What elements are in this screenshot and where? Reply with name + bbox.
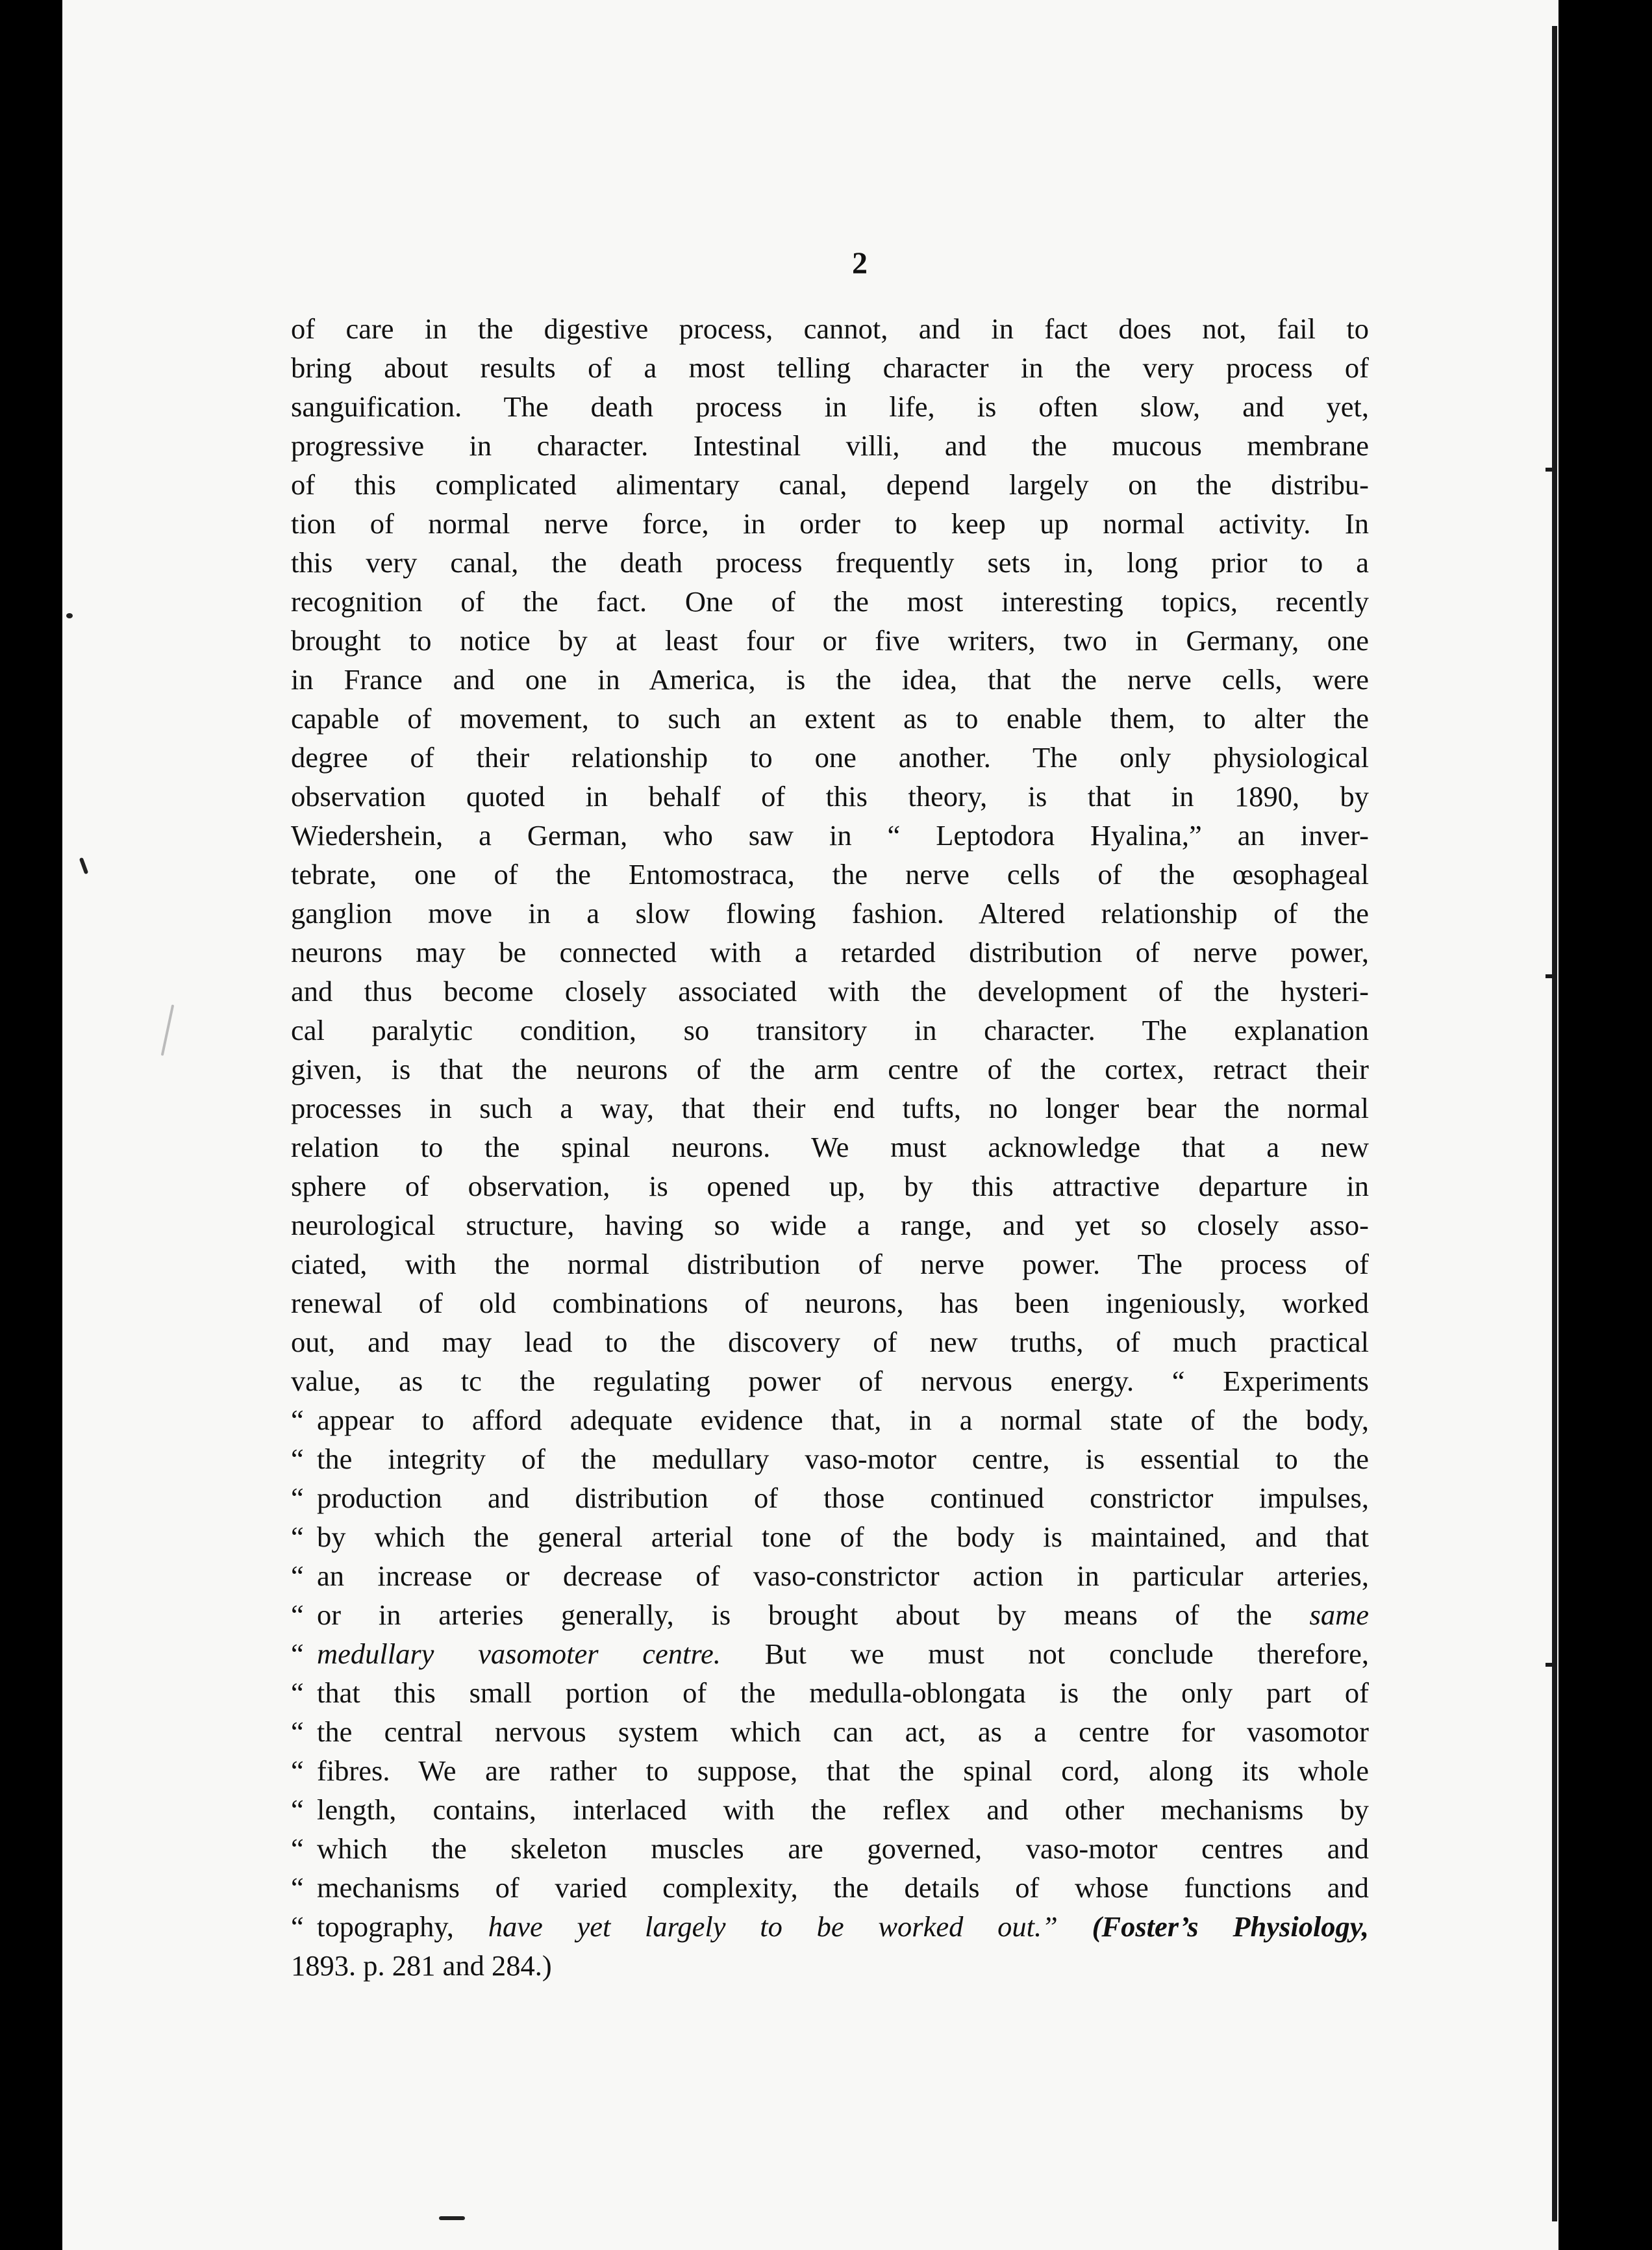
final-line: 1893. p. 281 and 284.) <box>291 1949 552 1982</box>
quoted-text: the central nervous system which can act, as a centre for vasomotor <box>317 1715 1369 1748</box>
document-page <box>62 0 1558 2250</box>
quote-mark: “ <box>291 1482 304 1514</box>
text-line: ciated, with the normal distribution of nerve power. The process of <box>291 1248 1369 1280</box>
quoted-line <box>291 1673 1369 1712</box>
text-line: tebrate, one of the Entomostraca, the nerve cells of the œsophageal <box>291 858 1369 891</box>
text-line: ganglion move in a slow flowing fashion. Altered relationship of the <box>291 897 1369 929</box>
text-line: capable of movement, to such an extent as to enable them, to alter the <box>291 702 1369 735</box>
text-line: processes in such a way, that their end tufts, no longer bear the normal <box>291 1092 1369 1124</box>
quote-mark: “ <box>291 1560 304 1592</box>
italic-same: same <box>1309 1599 1370 1631</box>
quoted-text: mechanisms of varied complexity, the details of whose functions and <box>317 1871 1369 1904</box>
quote-mark: “ <box>291 1754 304 1787</box>
scan-speck <box>161 1004 175 1055</box>
page-edge-tick <box>1546 468 1557 472</box>
quoted-text: fibres. We are rather to suppose, that the spinal cord, along its whole <box>317 1754 1369 1787</box>
citation: (Foster’s Physiology, <box>1092 1910 1370 1943</box>
quoted-line <box>291 1439 1369 1478</box>
text-line: observation quoted in behalf of this theory, is that in 1890, by <box>291 780 1369 813</box>
quoted-line <box>291 1907 1369 1946</box>
text-line: and thus become closely associated with the development of the hysteri- <box>291 975 1369 1007</box>
text-line: of this complicated alimentary canal, depend largely on the distribu- <box>291 468 1369 501</box>
quoted-line <box>291 1517 1369 1556</box>
quote-mark: “ <box>291 1599 304 1631</box>
quote-mark: “ <box>291 1443 304 1475</box>
quoted-text: appear to afford adequate evidence that, in a normal state of the body, <box>317 1404 1369 1436</box>
quoted-line <box>291 1400 1369 1439</box>
italic-medullary: medullary vasomoter centre. <box>317 1637 721 1670</box>
page-edge-tick <box>1546 1663 1557 1667</box>
text-line: degree of their relationship to one another. The only physiological <box>291 741 1369 774</box>
quoted-text: the integrity of the medullary vaso-motor centre, is essential to the <box>317 1443 1369 1475</box>
text-line: given, is that the neurons of the arm centre of the cortex, retract their <box>291 1053 1369 1085</box>
text-line: renewal of old combinations of neurons, has been ingeniously, worked <box>291 1287 1369 1319</box>
quote-mark: “ <box>291 1910 304 1943</box>
scan-speck <box>439 2216 465 2220</box>
quoted-line <box>291 1478 1369 1517</box>
quoted-text: that this small portion of the medulla-oblongata is the only part of <box>317 1676 1369 1709</box>
quoted-line <box>291 1868 1369 1907</box>
italic-worked-out: have yet largely to be worked out.” <box>488 1910 1058 1943</box>
quoted-text: or in arteries generally, is brought about by means of the <box>317 1599 1272 1631</box>
page-number: 2 <box>852 246 868 281</box>
quote-mark: “ <box>291 1676 304 1709</box>
text-line: bring about results of a most telling character in the very process of <box>291 351 1369 384</box>
quote-mark: “ <box>291 1637 304 1670</box>
quoted-text: by which the general arterial tone of the body is maintained, and that <box>317 1521 1369 1553</box>
scan-speck <box>66 613 73 618</box>
page-edge-rule <box>1552 26 1557 2221</box>
text-line: sphere of observation, is opened up, by this attractive departure in <box>291 1170 1369 1202</box>
quoted-line <box>291 1634 1369 1673</box>
text-line: out, and may lead to the discovery of new truths, of much practical <box>291 1326 1369 1358</box>
quote-mark: “ <box>291 1715 304 1748</box>
quoted-line <box>291 1790 1369 1829</box>
quoted-text: an increase or decrease of vaso-constrictor action in particular arteries, <box>317 1560 1369 1592</box>
quote-mark: “ <box>291 1404 304 1436</box>
text-line: relation to the spinal neurons. We must acknowledge that a new <box>291 1131 1369 1163</box>
text-line: brought to notice by at least four or five writers, two in Germany, one <box>291 624 1369 657</box>
quoted-line <box>291 1556 1369 1595</box>
quote-mark: “ <box>291 1871 304 1904</box>
body-text <box>291 309 1369 1985</box>
quoted-line <box>291 1595 1369 1634</box>
quoted-text: production and distribution of those continued constrictor impulses, <box>317 1482 1369 1514</box>
quote-mark: “ <box>291 1832 304 1865</box>
quote-mark: “ <box>291 1521 304 1553</box>
text-line: of care in the digestive process, cannot, and in fact does not, fail to <box>291 312 1369 345</box>
quoted-line <box>291 1829 1369 1868</box>
page-edge-tick <box>1546 974 1557 978</box>
text-line: in France and one in America, is the idea, that the nerve cells, were <box>291 663 1369 696</box>
quoted-text: length, contains, interlaced with the reflex and other mechanisms by <box>317 1793 1369 1826</box>
text-line: this very canal, the death process frequently sets in, long prior to a <box>291 546 1369 579</box>
text-line: progressive in character. Intestinal villi, and the mucous membrane <box>291 429 1369 462</box>
quoted-text: which the skeleton muscles are governed, vaso-motor centres and <box>317 1832 1369 1865</box>
quote-mark: “ <box>291 1793 304 1826</box>
text-line: tion of normal nerve force, in order to keep up normal activity. In <box>291 507 1369 540</box>
text-line: Wiedershein, a German, who saw in “ Leptodora Hyalina,” an inver- <box>291 819 1369 852</box>
quoted-line <box>291 1751 1369 1790</box>
text-line: neurons may be connected with a retarded distribution of nerve power, <box>291 936 1369 968</box>
text-line: cal paralytic condition, so transitory in character. The explanation <box>291 1014 1369 1046</box>
scan-speck <box>79 857 89 874</box>
text-line: value, as tc the regulating power of nervous energy. “ Experiments <box>291 1365 1369 1397</box>
text-line: sanguification. The death process in life, is often slow, and yet, <box>291 390 1369 423</box>
quoted-text: topography, <box>317 1910 454 1943</box>
quoted-text: But we must not conclude therefore, <box>764 1637 1369 1670</box>
text-line: neurological structure, having so wide a range, and yet so closely asso- <box>291 1209 1369 1241</box>
text-line: recognition of the fact. One of the most interesting topics, recently <box>291 585 1369 618</box>
quoted-line <box>291 1712 1369 1751</box>
